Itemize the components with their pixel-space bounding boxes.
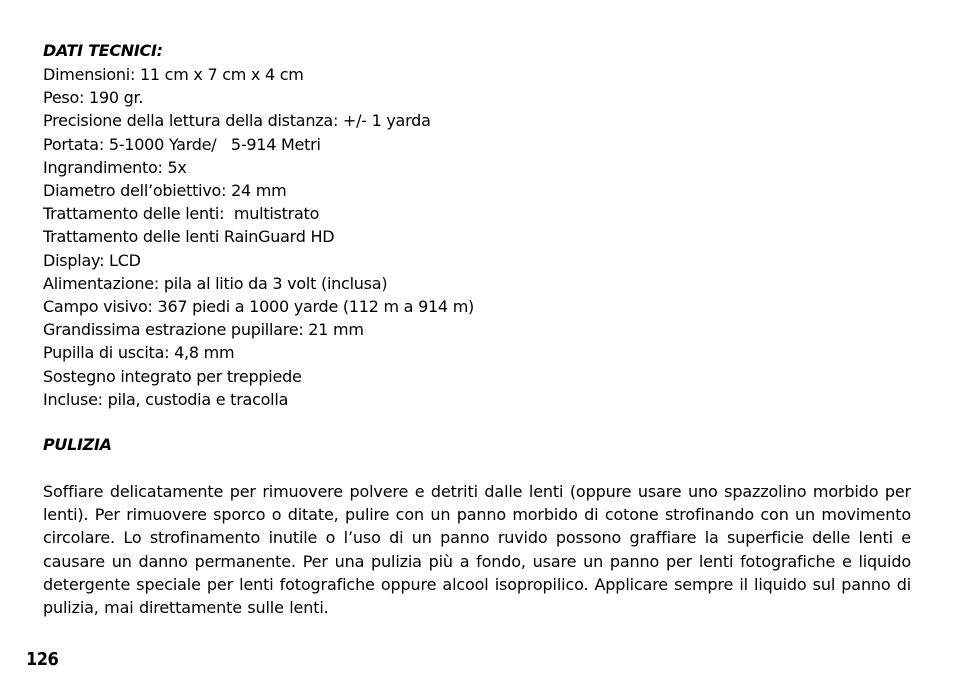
spec-item: Ingrandimento: 5x [43, 157, 187, 177]
spec-item: Precisione della lettura della distanza: +/- 1 yarda [43, 111, 431, 131]
spec-item: Alimentazione: pila al litio da 3 volt (inclusa) [43, 273, 388, 293]
spec-item: Pupilla di uscita: 4,8 mm [43, 343, 235, 363]
spec-item: Peso: 190 gr. [43, 88, 144, 108]
spec-item: Campo visivo: 367 piedi a 1000 yarde (112 m a 914 m) [43, 297, 475, 317]
spec-item: Diametro dell’obiettivo: 24 mm [43, 181, 287, 201]
spec-item: Trattamento delle lenti RainGuard HD [43, 227, 335, 247]
cleaning-heading: PULIZIA [43, 435, 112, 454]
spec-item: Portata: 5-1000 Yarde/ 5-914 Metri [43, 134, 321, 154]
spec-item: Grandissima estrazione pupillare: 21 mm [43, 320, 364, 340]
spec-item: Sostegno integrato per treppiede [43, 366, 302, 386]
spec-item: Display: LCD [43, 250, 141, 270]
cleaning-paragraph: Soffiare delicatamente per rimuovere polvere e detriti dalle lenti (oppure usare uno spazzolino morbido per lenti). Per rimuovere sporco o ditate, pulire con un panno morbido di cotone strofinando con un movimento circolare. Lo strofinamento inutile o l’uso di un panno ruvido possono graffiare la superficie delle lenti e causare un danno permanente. Per una pulizia più a fondo, usare un panno per lenti fotografiche e liquido detergente speciale per lenti fotografiche oppure alcool isopropilico. Applicare sempre il liquido sul panno di pulizia, mai direttamente sulle lenti. [43, 482, 911, 618]
specs-heading: DATI TECNICI: [43, 41, 163, 60]
spec-item: Dimensioni: 11 cm x 7 cm x 4 cm [43, 65, 304, 84]
spec-item: Trattamento delle lenti: multistrato [43, 204, 320, 224]
spec-item: Incluse: pila, custodia e tracolla [43, 389, 289, 409]
page-number: 126 [26, 649, 59, 670]
specs-list [43, 63, 474, 411]
